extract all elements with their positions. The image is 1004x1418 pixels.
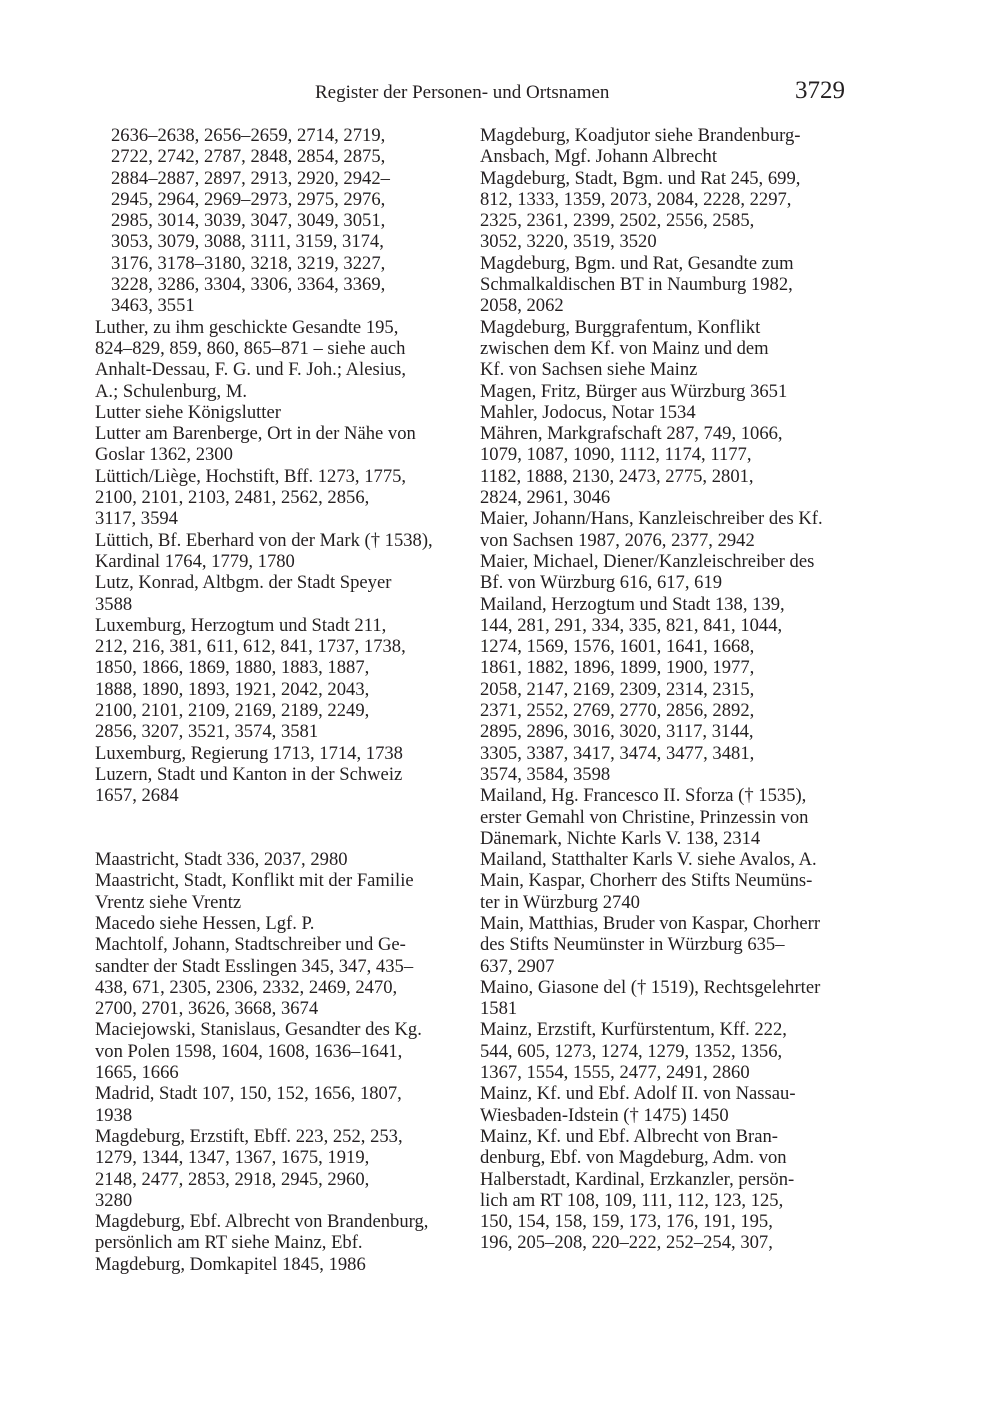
index-entry-line: Mailand, Hg. Francesco II. Sforza († 1535), <box>480 785 807 807</box>
index-entry-line: 1888, 1890, 1893, 1921, 2042, 2043, <box>95 678 370 700</box>
index-entry <box>480 1019 855 1083</box>
index-entry-line: Maciejowski, Stanislaus, Gesandter des Kg. <box>95 1019 422 1041</box>
index-entry-line: Bf. von Würzburg 616, 617, 619 <box>480 572 723 594</box>
index-entry <box>480 125 855 168</box>
index-entry-line: Mainz, Kf. und Ebf. Albrecht von Bran- <box>480 1125 778 1147</box>
index-entry-line: Luzern, Stadt und Kanton in der Schweiz <box>95 763 403 785</box>
index-entry-line: 2985, 3014, 3039, 3047, 3049, 3051, <box>111 210 386 232</box>
index-entry-line: Magdeburg, Bgm. und Rat, Gesandte zum <box>480 252 794 274</box>
index-entry-line: 3053, 3079, 3088, 3111, 3159, 3174, <box>111 231 384 253</box>
index-entry-line: Magdeburg, Stadt, Bgm. und Rat 245, 699, <box>480 167 801 189</box>
index-entry-line: Madrid, Stadt 107, 150, 152, 1656, 1807, <box>95 1083 402 1105</box>
index-entry-line: sandter der Stadt Esslingen 345, 347, 435– <box>95 955 414 977</box>
index-entry-line: Vrentz siehe Vrentz <box>95 891 242 913</box>
index-entry <box>95 743 470 764</box>
index-entry-line: 637, 2907 <box>480 955 555 977</box>
index-entry <box>95 764 470 807</box>
index-entry-line: 1665, 1666 <box>95 1062 179 1084</box>
index-entry-line: Lutz, Konrad, Altbgm. der Stadt Speyer <box>95 572 392 594</box>
index-entry <box>95 913 470 934</box>
index-entry <box>95 572 470 615</box>
index-entry-line: 3588 <box>95 593 133 615</box>
index-entry-line: zwischen dem Kf. von Mainz und dem <box>480 337 769 359</box>
index-entry <box>95 849 470 870</box>
index-entry-line: Magen, Fritz, Bürger aus Würzburg 3651 <box>480 380 788 402</box>
index-entry-line: Machtolf, Johann, Stadtschreiber und Ge- <box>95 934 406 956</box>
index-entry-line: 2148, 2477, 2853, 2918, 2945, 2960, <box>95 1168 370 1190</box>
index-entry-line: Mailand, Herzogtum und Stadt 138, 139, <box>480 593 785 615</box>
index-entry-line: A.; Schulenburg, M. <box>95 380 248 402</box>
index-entry-line: von Polen 1598, 1604, 1608, 1636–1641, <box>95 1040 403 1062</box>
index-entry-line: 1182, 1888, 2130, 2473, 2775, 2801, <box>480 465 754 487</box>
index-entry-line: denburg, Ebf. von Magdeburg, Adm. von <box>480 1147 787 1169</box>
index-entry-line: 3574, 3584, 3598 <box>480 763 611 785</box>
index-entry-line: 2884–2887, 2897, 2913, 2920, 2942– <box>111 167 390 189</box>
index-entry-line: Halberstadt, Kardinal, Erzkanzler, persön- <box>480 1168 795 1190</box>
index-entry-line: Mainz, Kf. und Ebf. Adolf II. von Nassau- <box>480 1083 796 1105</box>
index-entry-line: 824–829, 859, 860, 865–871 – siehe auch <box>95 337 406 359</box>
index-entry-line: Magdeburg, Erzstift, Ebff. 223, 252, 253, <box>95 1125 403 1147</box>
index-entry-line: Mailand, Statthalter Karls V. siehe Avalos, A. <box>480 849 817 871</box>
index-entry-line: 2100, 2101, 2103, 2481, 2562, 2856, <box>95 487 370 509</box>
index-entry-line: 1850, 1866, 1869, 1880, 1883, 1887, <box>95 657 370 679</box>
index-entry-line: 812, 1333, 1359, 2073, 2084, 2228, 2297, <box>480 188 792 210</box>
index-entry <box>95 317 470 402</box>
index-entry-line: 2824, 2961, 3046 <box>480 487 611 509</box>
index-entry <box>480 977 855 1020</box>
index-entry-line: 2325, 2361, 2399, 2502, 2556, 2585, <box>480 210 755 232</box>
index-entry <box>95 934 470 1019</box>
index-entry <box>480 849 855 870</box>
index-entry-line: 2722, 2742, 2787, 2848, 2854, 2875, <box>111 146 386 168</box>
index-entry-line: 544, 605, 1273, 1274, 1279, 1352, 1356, <box>480 1040 783 1062</box>
index-entry-line: Magdeburg, Koadjutor siehe Brandenburg- <box>480 125 801 146</box>
index-entry-line: lich am RT 108, 109, 111, 112, 123, 125, <box>480 1189 784 1211</box>
index-entry-line: Dänemark, Nichte Karls V. 138, 2314 <box>480 827 761 849</box>
index-entry-line: Ansbach, Mgf. Johann Albrecht <box>480 146 718 168</box>
index-entry-line: Lutter am Barenberge, Ort in der Nähe von <box>95 423 416 445</box>
index-entry-line: 1274, 1569, 1576, 1601, 1641, 1668, <box>480 636 755 658</box>
index-entry-line: 2945, 2964, 2969–2973, 2975, 2976, <box>111 188 386 210</box>
index-entry-line: Maier, Johann/Hans, Kanzleischreiber des Kf. <box>480 508 823 530</box>
index-entry-line: 1367, 1554, 1555, 2477, 2491, 2860 <box>480 1062 750 1084</box>
index-entry-line: 2856, 3207, 3521, 3574, 3581 <box>95 721 319 743</box>
index-entry-line: Magdeburg, Ebf. Albrecht von Brandenburg, <box>95 1211 429 1233</box>
running-header <box>95 77 845 110</box>
index-entry-line: ter in Würzburg 2740 <box>480 891 640 913</box>
index-entry-line: Lutter siehe Königslutter <box>95 401 281 423</box>
index-entry-line: Schmalkaldischen BT in Naumburg 1982, <box>480 274 793 296</box>
index-entry-line: Maastricht, Stadt 336, 2037, 2980 <box>95 849 348 871</box>
index-entry-line: des Stifts Neumünster in Würzburg 635– <box>480 934 785 956</box>
index-entry-line: 212, 216, 381, 611, 612, 841, 1737, 1738, <box>95 636 406 658</box>
index-entry-line: 3305, 3387, 3417, 3474, 3477, 3481, <box>480 742 755 764</box>
index-entry-line: 2895, 2896, 3016, 3020, 3117, 3144, <box>480 721 754 743</box>
index-entry-line: 2700, 2701, 3626, 3668, 3674 <box>95 998 319 1020</box>
index-entry-line: 1079, 1087, 1090, 1112, 1174, 1177, <box>480 444 752 466</box>
index-entry <box>480 423 855 508</box>
index-entry <box>480 913 855 977</box>
index-entry-line: Wiesbaden-Idstein († 1475) 1450 <box>480 1104 729 1126</box>
index-entry-line: 3463, 3551 <box>111 295 195 317</box>
index-entry-line: Maino, Giasone del († 1519), Rechtsgelehrter <box>480 976 821 998</box>
index-entry <box>95 423 470 466</box>
index-entry-line: persönlich am RT siehe Mainz, Ebf. <box>95 1232 363 1254</box>
index-entry-line: 2371, 2552, 2769, 2770, 2856, 2892, <box>480 700 755 722</box>
index-entry <box>95 1083 470 1126</box>
index-entry-line: Lüttich, Bf. Eberhard von der Mark († 1538), <box>95 529 433 551</box>
index-entry <box>480 402 855 423</box>
index-entry-line: 196, 205–208, 220–222, 252–254, 307, <box>480 1232 773 1254</box>
index-entry <box>95 1254 470 1275</box>
index-entry <box>95 1126 470 1211</box>
index-entry <box>480 381 855 402</box>
index-entry <box>95 870 470 913</box>
index-entry-line: Maier, Michael, Diener/Kanzleischreiber des <box>480 550 815 572</box>
index-entry-line: Kf. von Sachsen siehe Mainz <box>480 359 698 381</box>
running-title: Register der Personen- und Ortsnamen <box>315 82 610 103</box>
index-entry-continuation <box>95 125 470 317</box>
index-entry <box>480 870 855 913</box>
index-entry-line: 2058, 2062 <box>480 295 564 317</box>
index-entry <box>480 508 855 551</box>
index-entry-line: 2058, 2147, 2169, 2309, 2314, 2315, <box>480 678 755 700</box>
index-entry-line: Anhalt-Dessau, F. G. und F. Joh.; Alesius, <box>95 359 407 381</box>
section-gap <box>95 807 470 850</box>
index-entry <box>95 1019 470 1083</box>
index-entry-line: 3228, 3286, 3304, 3306, 3364, 3369, <box>111 274 386 296</box>
index-entry-line: Magdeburg, Burggrafentum, Konflikt <box>480 316 761 338</box>
index-entry-line: 3117, 3594 <box>95 508 178 530</box>
index-entry <box>480 168 855 253</box>
index-entry-line: 3280 <box>95 1189 133 1211</box>
index-entry <box>480 551 855 594</box>
index-entry-line: Magdeburg, Domkapitel 1845, 1986 <box>95 1253 366 1275</box>
index-entry-line: Mähren, Markgrafschaft 287, 749, 1066, <box>480 423 783 445</box>
index-entry-line: Luxemburg, Regierung 1713, 1714, 1738 <box>95 742 403 764</box>
index-entry-line: 1657, 2684 <box>95 785 179 807</box>
index-entry-line: Mainz, Erzstift, Kurfürstentum, Kff. 222, <box>480 1019 787 1041</box>
index-entry <box>95 615 470 743</box>
index-entry-line: von Sachsen 1987, 2076, 2377, 2942 <box>480 529 755 551</box>
index-entry-line: 2636–2638, 2656–2659, 2714, 2719, <box>111 125 386 146</box>
index-entry-line: 3052, 3220, 3519, 3520 <box>480 231 657 253</box>
index-entry-line: 144, 281, 291, 334, 335, 821, 841, 1044, <box>480 614 783 636</box>
index-entry-line: Mahler, Jodocus, Notar 1534 <box>480 401 696 423</box>
index-entry-line: Luxemburg, Herzogtum und Stadt 211, <box>95 614 387 636</box>
index-entry <box>480 594 855 786</box>
index-entry-line: Luther, zu ihm geschickte Gesandte 195, <box>95 316 399 338</box>
index-entry <box>95 402 470 423</box>
index-entry <box>95 466 470 530</box>
index-entry-line: Maastricht, Stadt, Konflikt mit der Familie <box>95 870 414 892</box>
index-entry <box>95 1211 470 1254</box>
index-entry-line: 1861, 1882, 1896, 1899, 1900, 1977, <box>480 657 755 679</box>
index-entry-line: 1938 <box>95 1104 133 1126</box>
index-entry-line: Main, Matthias, Bruder von Kaspar, Chorherr <box>480 912 821 934</box>
index-entry <box>480 1083 855 1126</box>
index-entry-line: 438, 671, 2305, 2306, 2332, 2469, 2470, <box>95 976 398 998</box>
index-entry <box>95 530 470 573</box>
index-entry <box>480 253 855 317</box>
index-entry-line: Kardinal 1764, 1779, 1780 <box>95 550 295 572</box>
index-entry <box>480 1126 855 1254</box>
index-entry <box>480 317 855 381</box>
index-entry <box>480 785 855 849</box>
right-column <box>480 125 855 1254</box>
index-entry-line: 1279, 1344, 1347, 1367, 1675, 1919, <box>95 1147 370 1169</box>
index-entry-line: Macedo siehe Hessen, Lgf. P. <box>95 912 315 934</box>
index-entry-line: 1581 <box>480 998 518 1020</box>
index-entry-line: 150, 154, 158, 159, 173, 176, 191, 195, <box>480 1211 773 1233</box>
index-entry-line: Goslar 1362, 2300 <box>95 444 233 466</box>
left-column <box>95 125 470 1275</box>
index-entry-line: 3176, 3178–3180, 3218, 3219, 3227, <box>111 252 386 274</box>
index-entry-line: erster Gemahl von Christine, Prinzessin von <box>480 806 809 828</box>
index-entry-line: Main, Kaspar, Chorherr des Stifts Neumüns- <box>480 870 813 892</box>
index-entry-line: Lüttich/Liège, Hochstift, Bff. 1273, 1775, <box>95 465 407 487</box>
page-number: 3729 <box>795 77 845 104</box>
index-entry-line: 2100, 2101, 2109, 2169, 2189, 2249, <box>95 700 370 722</box>
